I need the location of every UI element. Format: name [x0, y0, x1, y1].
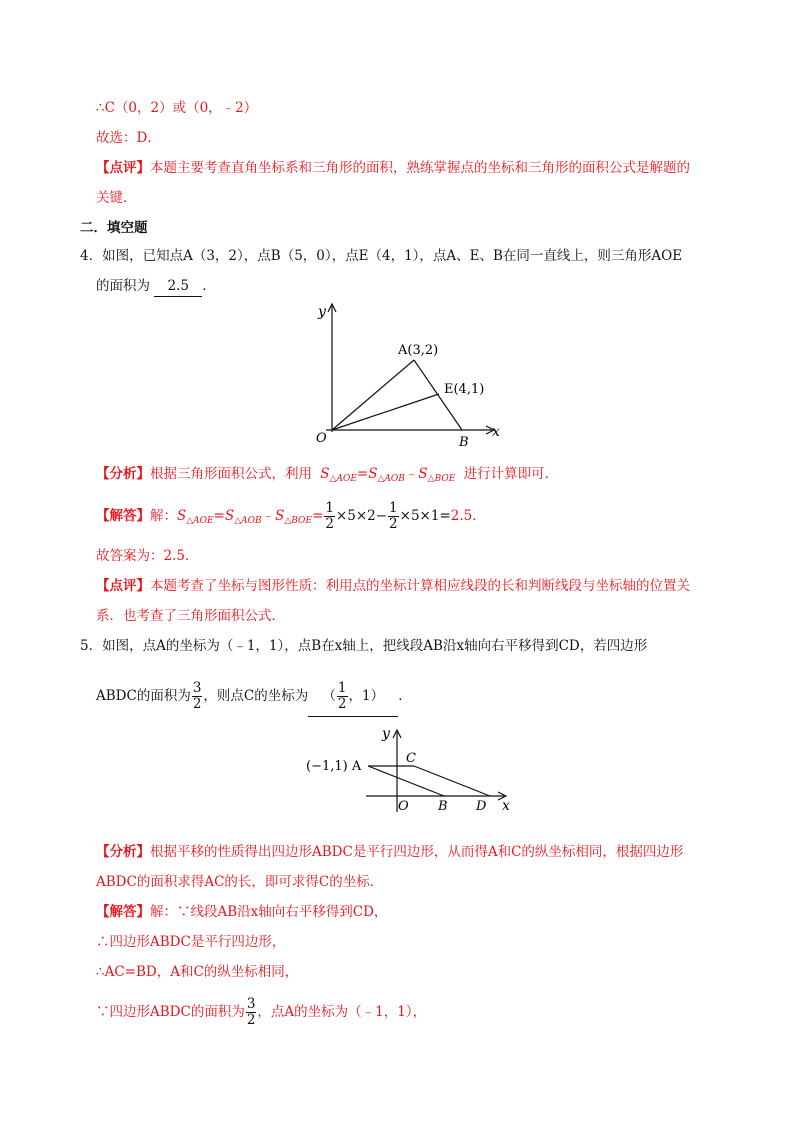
q4-stem-text: 如图，已知点A（3，2），点B（5，0），点E（4，1），点A、E、B在同一直线上，则三角形AOE: [102, 248, 683, 264]
section-title: 二．填空题: [80, 220, 148, 236]
q4-analysis-post: 进行计算即可．: [463, 466, 559, 482]
q5-number: 5．: [80, 638, 103, 654]
q5-solution-line-2: ∴四边形ABDC是平行四边形，: [96, 934, 286, 950]
q4-fraction-2: $\frac{1}{2}$: [389, 500, 398, 532]
q5-solution-line-4: ∵四边形ABDC的面积为 $\frac{3}{2}$ ，点A的坐标为（﹣1，1），: [96, 996, 427, 1028]
choice-line: 故选：D．: [96, 130, 161, 146]
comment-tag: 【点评】: [96, 160, 150, 176]
q4-comment-tag: 【点评】: [96, 578, 150, 594]
q4-stem-post: ．: [202, 278, 216, 294]
q4-y-label: y: [318, 304, 326, 320]
therefore-line: ∴C（0，2）或（0，﹣2）: [96, 100, 258, 116]
q4-comment-line-2: 系．也考查了三角形面积公式．: [96, 608, 285, 624]
q4-analysis-tag: 【分析】: [96, 466, 150, 482]
comment-text: 本题主要考查直角坐标系和三角形的面积，熟练掌握点的坐标和三角形的面积公式是解题的: [150, 160, 690, 176]
q5-solution-line-1: 【解答】解：∵线段AB沿x轴向右平移得到CD，: [96, 904, 388, 920]
q4-comment-line-1: 【点评】本题考查了坐标与图形性质：利用点的坐标计算相应线段的长和判断线段与坐标轴的位置关: [96, 578, 690, 594]
q4-point-A-label: A(3,2): [398, 343, 439, 358]
q4-solution-tag: 【解答】: [96, 508, 150, 524]
q4-solution-line: 【解答】解：$S_{\triangle AOE}=S_{\triangle AOB}﹣S_{\triangle BOE}=$ $\frac{1}{2}$ ×5×2− $\frac{1}{2}$ ×5×1=2.5．: [96, 500, 486, 532]
q5-solution-tag: 【解答】: [96, 904, 150, 920]
q4-x-label: x: [492, 424, 500, 440]
comment-line-2: 关键．: [96, 190, 137, 206]
q5-point-D-label: D: [476, 799, 487, 814]
q5-segment-AB: [368, 766, 444, 796]
q4-answer-blank: 2.5: [154, 276, 202, 297]
q4-stem-line-1: [80, 246, 682, 266]
q5-analysis-line-2: ABDC的面积求得AC的长，即可求得C的坐标．: [96, 874, 384, 890]
q4-stem-pre: 的面积为: [96, 278, 150, 294]
q5-answer-blank: （ $\frac{1}{2}$ ，1）: [308, 676, 398, 717]
q4-fraction-1: $\frac{1}{2}$: [325, 500, 334, 532]
q5-figure: [302, 726, 522, 816]
q5-point-A-label: (−1,1) A: [306, 759, 362, 774]
q4-origin-label: O: [316, 431, 327, 446]
q5-stem-line-2: ABDC的面积为 $\frac{3}{2}$ ，则点C的坐标为 （ $\frac{1}{2}$ ，1） ．: [96, 676, 412, 717]
q5-solution-line-3: ∴AC=BD，A和C的纵坐标相同，: [96, 964, 299, 980]
q5-analysis-tag: 【分析】: [96, 844, 150, 860]
q5-point-C-label: C: [406, 751, 416, 766]
q4-segment-OA: [332, 360, 414, 430]
q5-segment-CD: [414, 766, 490, 796]
q5-point-B-label: B: [438, 799, 448, 814]
q4-analysis-pre: 根据三角形面积公式，利用: [150, 466, 312, 482]
q4-point-B-label: B: [459, 435, 469, 450]
q5-analysis-line-1: 【分析】根据平移的性质得出四边形ABDC是平行四边形，从而得A和C的纵坐标相同，根据四边形: [96, 844, 684, 860]
q5-y-label: y: [382, 726, 390, 742]
q5-area-fraction: $\frac{3}{2}$: [192, 680, 202, 712]
comment-line-1: [96, 158, 690, 178]
q5-answer-fraction: $\frac{1}{2}$: [337, 680, 347, 712]
q4-number: 4．: [80, 248, 103, 264]
q5-solution-fraction: $\frac{3}{2}$: [246, 996, 256, 1028]
q4-analysis-line: 【分析】根据三角形面积公式，利用 $S_{\triangle AOE}=S_{\triangle AOB}﹣S_{\triangle BOE}$ 进行计算即可．: [96, 466, 559, 484]
q4-stem-line-2: [96, 276, 216, 297]
q4-answer-line: 故答案为：2.5．: [96, 548, 199, 564]
q5-origin-label: O: [398, 799, 409, 814]
q4-point-E-label: E(4,1): [444, 382, 485, 397]
q5-stem-line-1: 5．如图，点A的坐标为（﹣1，1），点B在x轴上，把线段AB沿x轴向右平移得到CD，若四边形: [80, 638, 648, 654]
q4-segment-OE: [332, 394, 439, 430]
q4-figure: [306, 296, 506, 452]
q5-x-label: x: [502, 798, 510, 814]
